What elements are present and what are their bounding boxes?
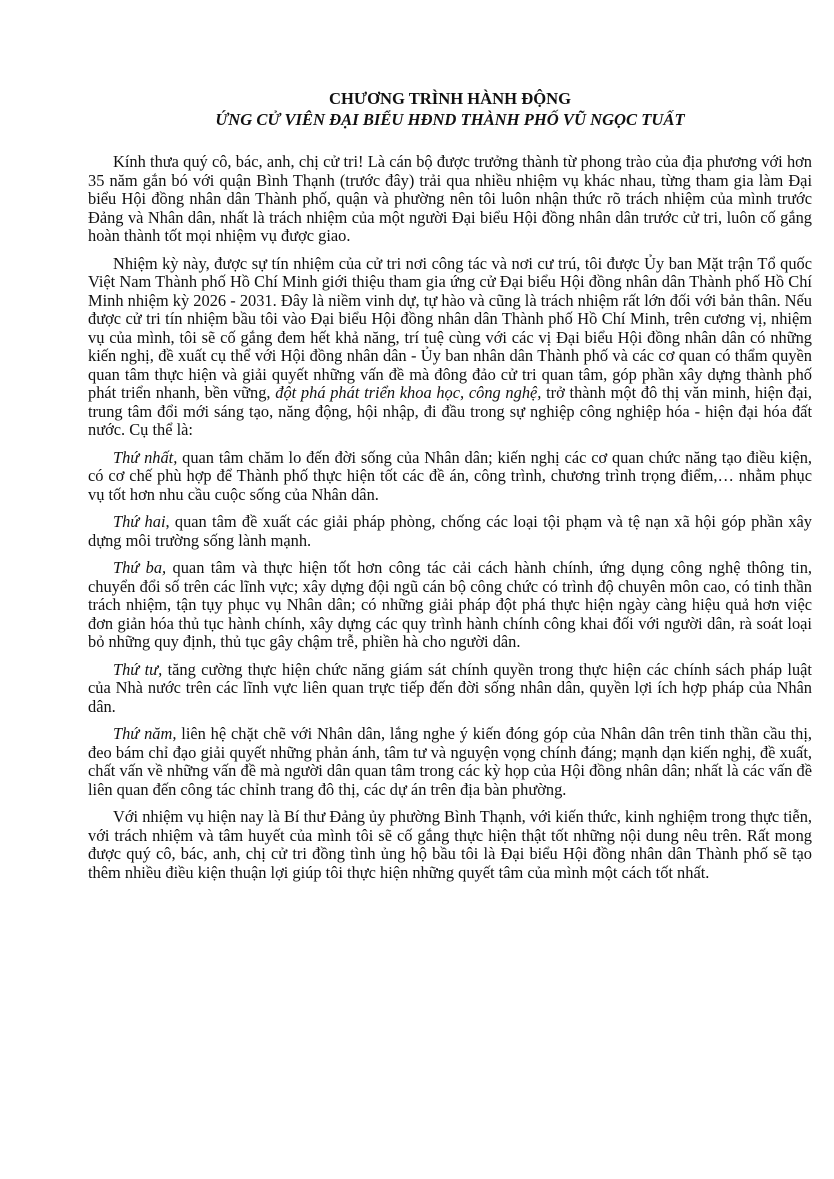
second-point-lead: Thứ hai [113, 512, 166, 531]
paragraph-intro-text: Kính thưa quý cô, bác, anh, chị cử tri! Là cán bộ được trưởng thành từ phong trào của địa phương với hơn 35 năm gắn bó với quận Bình Thạnh (trước đây) trải qua nhiều nhiệm vụ khác nhau, từng tham gia làm Đại biểu Hội đồng nhân dân Thành phố, quận và phường nên tôi luôn nhận thức rõ trách nhiệm của mình trước Đảng và Nhân dân, nhất là trách nhiệm của một người Đại biểu Hội đồng nhân dân trước cử tri, luôn cố gắng hoàn thành tốt mọi nhiệm vụ được giao. [88, 152, 812, 245]
paragraph-first-point [88, 449, 812, 505]
document-body [88, 153, 812, 882]
paragraph-commitment-text-2: trở thành một đô thị văn minh, hiện đại, trung tâm đổi mới sáng tạo, năng động, hội nhập, đi đầu trong sự nghiệp công nghiệp hóa - hiện đại hóa đất nước. Cụ thể là: [88, 383, 812, 439]
fifth-point-text: liên hệ chặt chẽ với Nhân dân, lắng nghe ý kiến đóng góp của Nhân dân trên tinh thần cầu thị, đeo bám chỉ đạo giải quyết những phản ánh, tâm tư và nguyện vọng chính đáng; mạnh dạn kiến nghị, đề xuất, chất vấn về những vấn đề mà người dân quan tâm trong các kỳ họp của Hội đồng nhân dân; nhất là các vấn đề liên quan đến công tác chỉnh trang đô thị, các dự án trên địa bàn phường. [88, 724, 812, 799]
second-point-text: , quan tâm đề xuất các giải pháp phòng, chống các loại tội phạm và tệ nạn xã hội góp phần xây dựng môi trường sống lành mạnh. [88, 512, 812, 550]
paragraph-intro [88, 153, 812, 246]
title-line-2: ỨNG CỬ VIÊN ĐẠI BIỂU HĐND THÀNH PHỐ VŨ NGỌC TUẤT [215, 110, 685, 129]
fourth-point-text: tăng cường thực hiện chức năng giám sát chính quyền trong thực hiện các chính sách pháp luật của Nhà nước trên các lĩnh vực liên quan trực tiếp đến đời sống nhân dân, quyền lợi ích hợp pháp của Nhân dân. [88, 659, 812, 716]
paragraph-commitment-italic: đột phá phát triển khoa học, công nghệ, [275, 383, 542, 402]
paragraph-third-point [88, 559, 812, 652]
title-line-1: CHƯƠNG TRÌNH HÀNH ĐỘNG [328, 89, 571, 108]
document-page [88, 88, 812, 891]
paragraph-commitment-text-1: Nhiệm kỳ này, được sự tín nhiệm của cử tri nơi công tác và nơi cư trú, tôi được Ủy ban Mặt trận Tổ quốc Việt Nam Thành phố Hồ Chí Minh giới thiệu tham gia ứng cử Đại biểu Hội đồng nhân dân Thành phố Hồ Chí Minh nhiệm kỳ 2026 - 2031. Đây là niềm vinh dự, tự hào và cũng là trách nhiệm rất lớn đối với bản thân. Nếu được cử tri tín nhiệm bầu tôi vào Đại biểu Hội đồng nhân dân Thành phố Hồ Chí Minh, trên cương vị, nhiệm vụ của mình, tôi sẽ cố gắng đem hết khả năng, trí tuệ cùng với các vị Đại biểu Hội đồng nhân dân có những kiến nghị, đề xuất cụ thể với Hội đồng nhân dân - Ủy ban nhân dân Thành phố và các cơ quan có thẩm quyền quan tâm thực hiện và giải quyết những vấn đề mà đông đảo cử tri quan tâm, góp phần xây dựng thành phố phát triển nhanh, bền vững, [88, 253, 812, 402]
third-point-text: quan tâm và thực hiện tốt hơn công tác cải cách hành chính, ứng dụng công nghệ thông tin, chuyển đổi số trên các lĩnh vực; xây dựng đội ngũ cán bộ công chức có trình độ chuyên môn cao, có tinh thần trách nhiệm, tận tụy phục vụ Nhân dân; có những giải pháp đột phá thực hiện ngày càng hiệu quả hơn việc đơn giản hóa thủ tục hành chính, xây dựng các quy trình hành chính công khai đối với người dân, rà soát loại bỏ những quy định, thủ tục gây chậm trễ, phiền hà cho người dân. [88, 558, 812, 651]
paragraph-closing [88, 808, 812, 882]
paragraph-fourth-point [88, 661, 812, 717]
fourth-point-lead: Thứ tư, [113, 659, 163, 679]
first-point-text: quan tâm chăm lo đến đời sống của Nhân dân; kiến nghị các cơ quan chức năng tạo điều kiện, có cơ chế phù hợp để Thành phố thực hiện tốt các đề án, công trình, chương trình trọng điểm,… nhằm phục vụ tốt hơn nhu cầu cuộc sống của Nhân dân. [88, 447, 812, 504]
third-point-lead: Thứ ba, [113, 558, 167, 577]
paragraph-second-point [88, 513, 812, 550]
document-title [88, 88, 812, 130]
paragraph-closing-text: Với nhiệm vụ hiện nay là Bí thư Đảng ủy phường Bình Thạnh, với kiến thức, kinh nghiệm trong thực tiễn, với trách nhiệm và tâm huyết của mình tôi sẽ cố gắng thực hiện thật tốt những nội dung nêu trên. Rất mong được quý cô, bác, anh, chị cử tri đồng tình ủng hộ bầu tôi là Đại biểu Hội đồng nhân dân Thành phố sẽ tạo thêm nhiều điều kiện thuận lợi giúp tôi thực hiện những quyết tâm của mình một cách tốt nhất. [88, 807, 812, 882]
first-point-lead: Thứ nhất, [113, 447, 178, 467]
paragraph-commitment [88, 255, 812, 440]
paragraph-fifth-point [88, 725, 812, 799]
fifth-point-lead: Thứ năm, [113, 724, 177, 743]
